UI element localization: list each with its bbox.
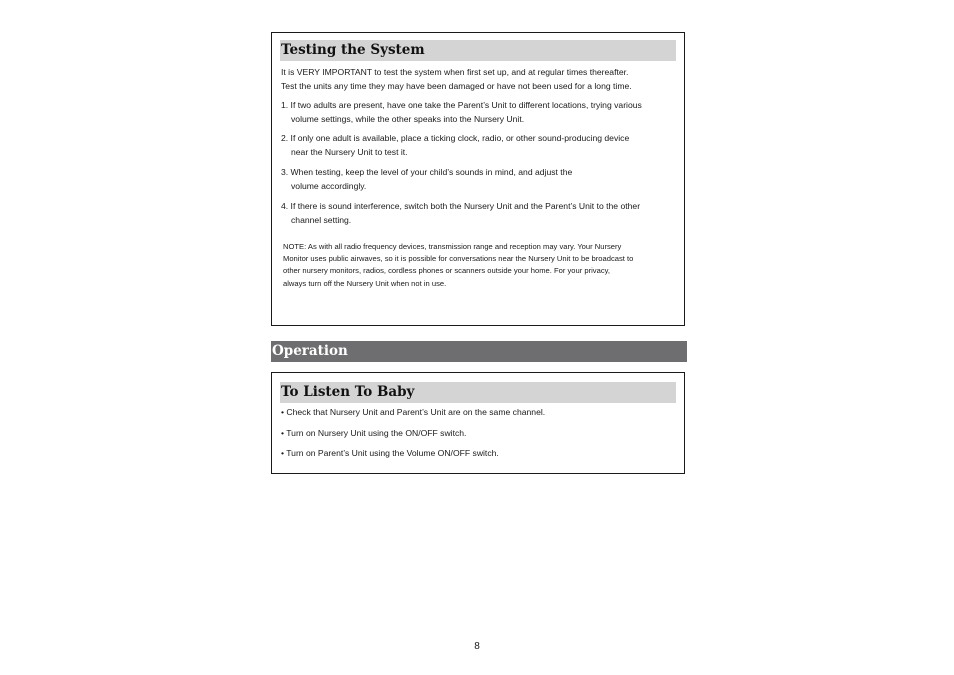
step-line: near the Nursery Unit to test it.	[291, 146, 408, 157]
step-line: 1. If two adults are present, have one take the Parent’s Unit to different locations, trying various	[281, 100, 642, 110]
operation-section-heading: Operation	[271, 341, 687, 362]
step-line: 4. If there is sound interference, switch both the Nursery Unit and the Parent’s Unit to the other	[281, 201, 641, 211]
step-line: 2. If only one adult is available, place a ticking clock, radio, or other sound-producing device	[281, 133, 630, 143]
testing-step-4	[281, 200, 676, 227]
testing-intro	[281, 66, 676, 93]
testing-step-2	[281, 132, 676, 159]
note-line: always turn off the Nursery Unit when not in use.	[283, 278, 447, 288]
intro-line: It is VERY IMPORTANT to test the system when first set up, and at regular times thereafter.	[281, 67, 629, 77]
page-number: 8	[474, 641, 480, 652]
note-line: NOTE: As with all radio frequency devices, transmission range and reception may vary. Your Nursery	[283, 242, 622, 251]
step-line: channel setting.	[291, 214, 352, 225]
intro-line: Test the units any time they may have been damaged or have not been used for a long time.	[281, 80, 632, 91]
step-line: volume accordingly.	[291, 180, 367, 191]
listen-bullet: • Check that Nursery Unit and Parent’s Unit are on the same channel.	[281, 407, 546, 417]
testing-step-3	[281, 166, 676, 193]
testing-the-system-box	[271, 32, 685, 326]
listen-to-baby-box	[271, 372, 685, 474]
testing-step-1	[281, 99, 676, 126]
listen-bullet: • Turn on Nursery Unit using the ON/OFF switch.	[281, 428, 467, 438]
testing-section-heading: Testing the System	[280, 40, 676, 61]
listen-bullet: • Turn on Parent’s Unit using the Volume ON/OFF switch.	[281, 448, 499, 458]
step-line: 3. When testing, keep the level of your child’s sounds in mind, and adjust the	[281, 167, 573, 177]
step-line: volume settings, while the other speaks into the Nursery Unit.	[291, 113, 525, 124]
note-line: Monitor uses public airwaves, so it is possible for conversations near the Nursery Unit to be broadcast to	[283, 254, 634, 264]
listen-section-heading: To Listen To Baby	[280, 382, 676, 403]
privacy-note	[283, 241, 674, 290]
note-line: other nursery monitors, radios, cordless phones or scanners outside your home. For your privacy,	[283, 266, 610, 276]
